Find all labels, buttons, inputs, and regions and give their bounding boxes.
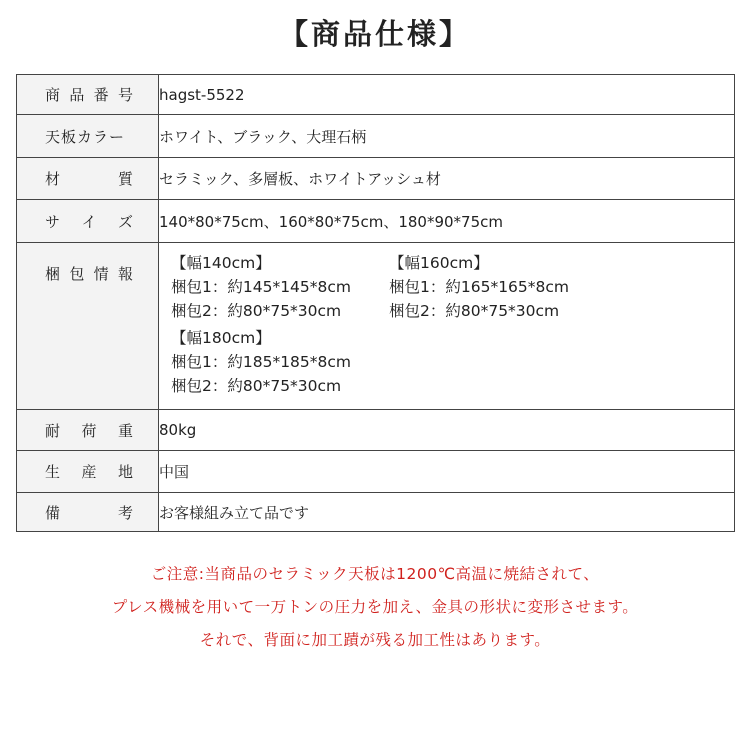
packaging-block-180 xyxy=(171,326,351,398)
label-char: イ xyxy=(81,212,98,231)
caution-note-line-1: ご注意:当商品のセラミック天板は1200℃高温に焼結されて、 xyxy=(150,565,600,583)
caution-note-line-2: プレス機械を用いて一万トンの圧力を加え、金具の形状に変形させます。 xyxy=(111,598,639,616)
row-label-remarks xyxy=(17,493,159,532)
packaging-line: 梱包2：約80*75*30cm xyxy=(171,377,342,395)
label-char: 材 xyxy=(45,170,62,188)
product-number-value: hagst-5522 xyxy=(159,75,735,115)
packaging-header: 【幅160cm】 xyxy=(389,254,489,272)
label-char: 荷 xyxy=(81,421,98,440)
label-char: 品 xyxy=(69,86,86,104)
table-row xyxy=(17,115,735,158)
label-char: 梱 xyxy=(45,265,62,283)
row-label-origin xyxy=(17,451,159,493)
label-char: 産 xyxy=(81,463,98,481)
label-char: 号 xyxy=(117,86,134,104)
packaging-line: 梱包2：約80*75*30cm xyxy=(171,302,342,320)
packaging-line: 梱包1：約185*185*8cm xyxy=(171,353,352,371)
packaging-header: 【幅180cm】 xyxy=(171,329,271,347)
row-label-size xyxy=(17,200,159,243)
label-char: ズ xyxy=(117,212,134,231)
load-capacity-value: 80kg xyxy=(159,410,735,451)
label-char: 報 xyxy=(117,265,134,283)
label-char: 情 xyxy=(93,265,110,283)
label-char: 包 xyxy=(69,265,86,283)
table-row xyxy=(17,200,735,243)
label-char: 耐 xyxy=(45,421,62,440)
packaging-line: 梱包1：約165*165*8cm xyxy=(389,278,570,296)
table-row xyxy=(17,410,735,451)
table-row xyxy=(17,158,735,200)
row-label-load-capacity xyxy=(17,410,159,451)
material-value: セラミック、多層板、ホワイトアッシュ材 xyxy=(159,158,735,200)
label-char: 地 xyxy=(117,463,134,481)
remarks-value: お客様組み立て品です xyxy=(159,493,735,532)
packaging-block-160 xyxy=(389,251,569,323)
label-char: 番 xyxy=(93,86,110,104)
origin-value: 中国 xyxy=(159,451,735,493)
label-char: 備 xyxy=(45,503,62,522)
table-row xyxy=(17,493,735,532)
packaging-line: 梱包2：約80*75*30cm xyxy=(389,302,560,320)
top-color-value: ホワイト、ブラック、大理石柄 xyxy=(159,115,735,158)
packaging-cell xyxy=(159,243,735,410)
table-row xyxy=(17,75,735,115)
label-char: 考 xyxy=(117,503,134,522)
size-value: 140*80*75cm、160*80*75cm、180*90*75cm xyxy=(159,200,735,243)
packaging-header: 【幅140cm】 xyxy=(171,254,271,272)
label-char: サ xyxy=(45,212,62,231)
row-label-material xyxy=(17,158,159,200)
label-char: 質 xyxy=(117,170,134,188)
label-char: 商 xyxy=(45,86,62,104)
label-char: 重 xyxy=(117,421,134,440)
packaging-block-140 xyxy=(171,251,351,323)
spec-table xyxy=(16,74,735,532)
row-label-product-number xyxy=(17,75,159,115)
label-char: 生 xyxy=(45,463,62,481)
row-label-top-color xyxy=(17,115,159,158)
caution-note-line-3: それで、背面に加工蹟が残る加工性はあります。 xyxy=(199,631,551,649)
row-label-packaging xyxy=(17,243,159,410)
packaging-line: 梱包1：約145*145*8cm xyxy=(171,278,352,296)
table-row xyxy=(17,243,735,410)
label-text: 天板カラー xyxy=(45,127,126,146)
page-title: 【商品仕様】 xyxy=(278,17,471,51)
table-row xyxy=(17,451,735,493)
